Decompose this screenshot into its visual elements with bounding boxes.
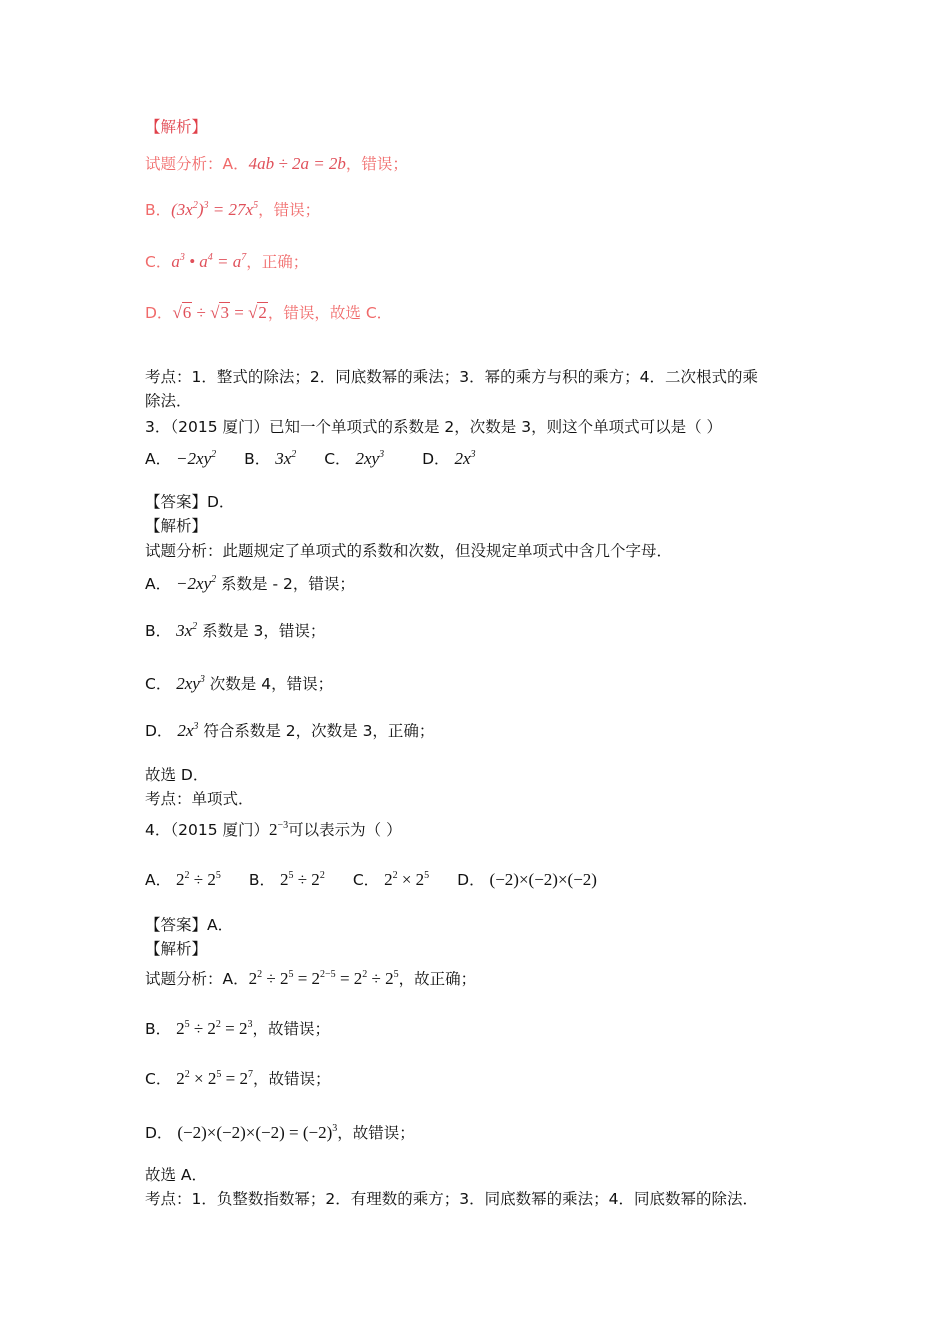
option-label: C． <box>145 253 172 271</box>
verdict: ，错误； <box>258 201 321 219</box>
q3-kaodian: 考点：单项式． <box>145 790 254 808</box>
q3-options <box>145 448 476 470</box>
q4-option-d: D． (−2)×(−2)×(−2) <box>457 870 597 889</box>
q3-answer: 【答案】D． <box>145 493 235 511</box>
q2-analysis-d <box>145 302 392 324</box>
q3-analysis-heading: 【解析】 <box>145 517 208 535</box>
q3-analysis-c: C． $2xy^3$ 次数是 4，错误； <box>145 674 334 693</box>
q2-analysis-c <box>145 251 308 273</box>
q3-analysis-intro: 试题分析：此题规定了单项式的系数和次数，但没规定单项式中含几个字母． <box>145 542 673 560</box>
q2-analysis-heading: 【解析】 <box>145 118 208 136</box>
q4-option-c: C． $2^2 \times 2^5$ <box>352 870 430 889</box>
q4-option-b: B． $2^5 \div 2^2$ <box>248 870 325 889</box>
option-label: B． <box>145 201 172 219</box>
q3-question: 3．（2015 厦门）已知一个单项式的系数是 2，次数是 3，则这个单项式可以是（ ） <box>145 418 722 436</box>
q4-analysis-heading: 【解析】 <box>145 940 208 958</box>
q4-options <box>145 869 597 891</box>
q2-kaodian: 考点：1．整式的除法；2．同底数幂的乘法；3．幂的乘方与积的乘方；4．二次根式的乘 <box>145 368 758 386</box>
q4-question: 4．（2015 厦门）$2^{-3}$可以表示为（ ） <box>145 820 402 839</box>
q3-option-a: A． $-2xy^2$ <box>145 449 217 468</box>
q4-analysis-c: C． $2^2 \times 2^5 = 2^7$，故错误； <box>145 1069 331 1088</box>
option-label: D． <box>145 304 173 322</box>
q2-analysis-a <box>145 153 408 175</box>
verdict: ，正确； <box>246 253 309 271</box>
math-expression: $(3x^2)^3 = 27x^5$ <box>171 200 259 219</box>
math-expression: $a^3$ • $a^4 = a^7$ <box>171 252 247 271</box>
q2-kaodian-cont: 除法． <box>145 392 192 410</box>
q4-option-a: A． $2^2 \div 2^5$ <box>145 870 221 889</box>
q3-analysis-a: A． $-2xy^2$ 系数是 - 2，错误； <box>145 574 355 593</box>
q3-analysis-d: D． $2x^3$ 符合系数是 2，次数是 3，正确； <box>145 721 435 740</box>
q2-analysis-b <box>145 199 320 221</box>
q3-analysis-b: B． $3x^2$ 系数是 3，错误； <box>145 621 326 640</box>
math-expression: √6 ÷ √3 = √2 <box>172 303 267 322</box>
q4-analysis-b: B． $2^5 \div 2^2 = 2^3$，故错误； <box>145 1019 331 1038</box>
q4-kaodian: 考点：1．负整数指数幂；2．有理数的乘方；3．同底数幂的乘法；4．同底数幂的除法． <box>145 1190 758 1208</box>
q3-option-d: D． $2x^3$ <box>422 449 476 468</box>
q3-option-b: B． $3x^2$ <box>244 449 297 468</box>
verdict: ，错误； <box>345 155 408 173</box>
q3-option-c: C． $2xy^3$ <box>324 449 385 468</box>
verdict: ，错误，故选 C． <box>267 304 393 322</box>
q3-conclusion: 故选 D． <box>145 766 209 784</box>
q4-conclusion: 故选 A． <box>145 1166 208 1184</box>
q4-analysis-a: 试题分析：A．$2^2 \div 2^5 = 2^{2-5} = 2^2 \div 2^5$，故正确； <box>145 969 477 988</box>
analysis-intro: 试题分析：A． <box>145 155 249 173</box>
math-expression: 4ab ÷ 2a = 2b <box>248 154 346 173</box>
q4-answer: 【答案】A． <box>145 916 234 934</box>
q4-analysis-d: D． $(-2)\times(-2)\times(-2) = (-2)^3$，故错误； <box>145 1123 415 1142</box>
